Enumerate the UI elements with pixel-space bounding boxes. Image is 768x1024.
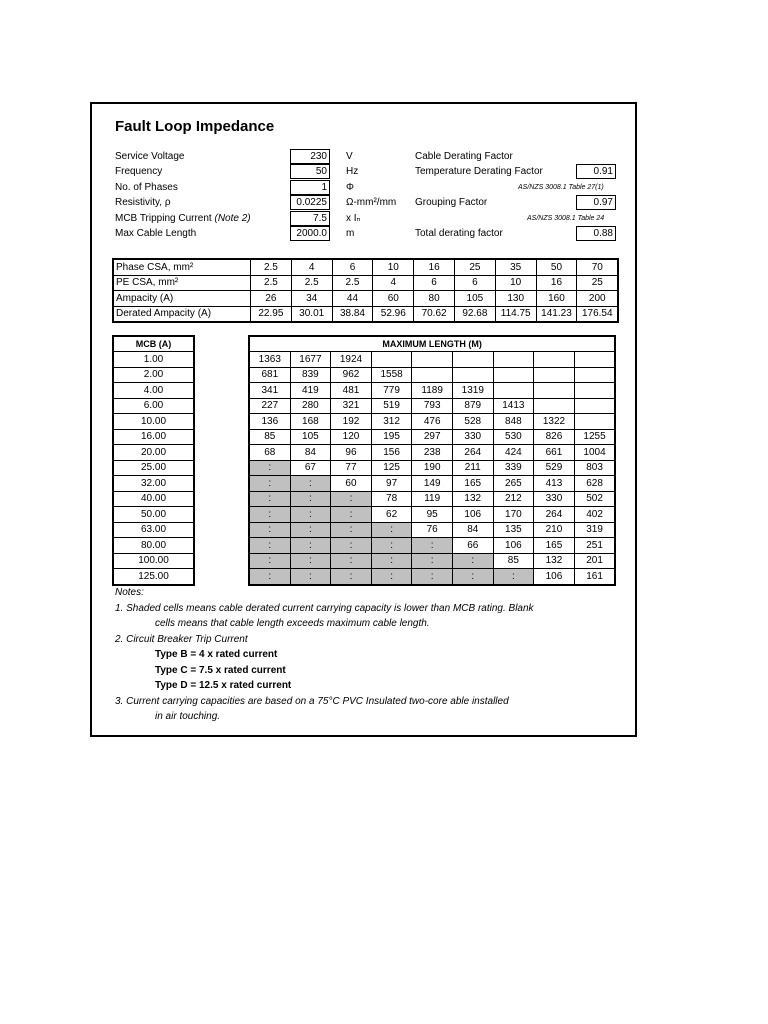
mcb-rating: 20.00 (113, 445, 194, 461)
length-cell: 339 (493, 460, 534, 476)
cable-cell: 176.54 (577, 306, 618, 322)
cable-cell: 141.23 (536, 306, 577, 322)
length-cell: 106 (493, 538, 534, 554)
cable-cell: 26 (251, 291, 292, 307)
length-row (249, 383, 615, 399)
cable-cell: 35 (495, 259, 536, 275)
length-cell (412, 352, 453, 368)
notes-heading: Notes: (115, 587, 144, 598)
type-b: Type B = 4 x rated current (155, 649, 278, 660)
param-unit: m (346, 228, 355, 239)
length-cell: 628 (574, 476, 615, 492)
length-cell: : (249, 507, 290, 523)
length-cell: 77 (331, 460, 372, 476)
param-label (115, 211, 251, 226)
note-1: 1. Shaded cells means cable derated current carrying capacity is lower than MCB rating. Blank (115, 602, 534, 614)
length-cell (493, 367, 534, 383)
length-cell: 1189 (412, 383, 453, 399)
length-cell: : (249, 476, 290, 492)
length-table (248, 335, 616, 586)
cable-cell: 10 (373, 259, 414, 275)
length-cell: 165 (534, 538, 575, 554)
length-cell: : (331, 538, 372, 554)
cable-row-label: Ampacity (A) (113, 291, 251, 307)
length-cell: 125 (371, 460, 412, 476)
length-cell: 1413 (493, 398, 534, 414)
cable-cell: 4 (373, 275, 414, 291)
length-cell: : (371, 538, 412, 554)
cable-cell: 25 (454, 259, 495, 275)
length-cell: : (290, 507, 331, 523)
length-row (249, 476, 615, 492)
length-cell: 238 (412, 445, 453, 461)
length-cell: 826 (534, 429, 575, 445)
length-cell (371, 352, 412, 368)
length-cell: 330 (452, 429, 493, 445)
length-cell: : (249, 460, 290, 476)
length-cell: 793 (412, 398, 453, 414)
length-cell: 227 (249, 398, 290, 414)
param-unit: Φ (346, 182, 354, 193)
cable-cell: 114.75 (495, 306, 536, 322)
length-cell: 96 (331, 445, 372, 461)
mcb-trip-value[interactable]: 7.5 (290, 211, 330, 226)
length-cell: 264 (452, 445, 493, 461)
cable-cell: 70.62 (414, 306, 455, 322)
length-cell: 149 (412, 476, 453, 492)
length-cell: 105 (290, 429, 331, 445)
frequency-value[interactable]: 50 (290, 164, 330, 179)
length-row (249, 429, 615, 445)
cable-cell: 16 (536, 275, 577, 291)
length-cell: 165 (452, 476, 493, 492)
cable-cell: 10 (495, 275, 536, 291)
length-cell: 1558 (371, 367, 412, 383)
length-row (249, 538, 615, 554)
param-unit: Hz (346, 166, 359, 177)
length-cell: 60 (331, 476, 372, 492)
length-cell: : (249, 569, 290, 585)
length-cell (412, 367, 453, 383)
length-cell: 95 (412, 507, 453, 523)
length-cell: : (290, 569, 331, 585)
note-3-cont: in air touching. (155, 711, 221, 722)
length-row (249, 522, 615, 538)
length-cell (534, 383, 575, 399)
param-unit: Ω-mm²/mm (346, 197, 397, 208)
length-cell: 321 (331, 398, 372, 414)
note-3: 3. Current carrying capacities are based on a 75°C PVC Insulated two-core able installed (115, 695, 509, 707)
length-cell: 529 (534, 460, 575, 476)
length-cell: 312 (371, 414, 412, 430)
cable-cell: 160 (536, 291, 577, 307)
length-cell: 192 (331, 414, 372, 430)
cable-cell: 6 (414, 275, 455, 291)
resistivity-value[interactable]: 0.0225 (290, 195, 330, 210)
length-cell: 212 (493, 491, 534, 507)
length-header: MAXIMUM LENGTH (M) (249, 336, 615, 352)
length-cell: 319 (574, 522, 615, 538)
length-cell: 120 (331, 429, 372, 445)
length-cell: 280 (290, 398, 331, 414)
length-cell (493, 383, 534, 399)
length-row (249, 553, 615, 569)
length-cell: 106 (452, 507, 493, 523)
length-cell: 297 (412, 429, 453, 445)
length-cell: 413 (534, 476, 575, 492)
length-cell: 528 (452, 414, 493, 430)
length-cell: 264 (534, 507, 575, 523)
temperature-reference: AS/NZS 3008.1 Table 27(1) (518, 184, 604, 191)
length-cell: : (371, 553, 412, 569)
length-row (249, 491, 615, 507)
length-cell: 106 (534, 569, 575, 585)
length-cell: 341 (249, 383, 290, 399)
cable-table (112, 258, 619, 323)
length-cell: 251 (574, 538, 615, 554)
total-derating-label: Total derating factor (415, 228, 503, 239)
length-cell: : (452, 553, 493, 569)
type-d: Type D = 12.5 x rated current (155, 680, 292, 691)
cable-cell: 130 (495, 291, 536, 307)
max-cable-value[interactable]: 2000.0 (290, 226, 330, 241)
length-cell: : (412, 553, 453, 569)
length-cell: 1677 (290, 352, 331, 368)
grouping-factor-value[interactable]: 0.97 (576, 195, 616, 210)
length-cell: 1004 (574, 445, 615, 461)
length-cell: : (412, 569, 453, 585)
grouping-reference: AS/NZS 3008.1 Table 24 (527, 215, 605, 222)
cable-cell: 6 (454, 275, 495, 291)
note-2: 2. Circuit Breaker Trip Current (115, 633, 248, 645)
length-cell: 211 (452, 460, 493, 476)
cable-cell: 25 (577, 275, 618, 291)
length-cell: : (290, 538, 331, 554)
length-cell: : (331, 491, 372, 507)
cable-cell: 2.5 (332, 275, 373, 291)
length-cell: 779 (371, 383, 412, 399)
mcb-table (112, 335, 195, 586)
length-cell: 119 (412, 491, 453, 507)
length-cell: 1255 (574, 429, 615, 445)
cable-cell: 38.84 (332, 306, 373, 322)
cable-row (113, 275, 618, 291)
length-cell: 170 (493, 507, 534, 523)
cable-cell: 70 (577, 259, 618, 275)
cable-cell: 50 (536, 259, 577, 275)
length-cell: 424 (493, 445, 534, 461)
length-cell: 502 (574, 491, 615, 507)
length-cell (574, 414, 615, 430)
total-derating-value[interactable]: 0.88 (576, 226, 616, 241)
length-cell: : (371, 569, 412, 585)
param-unit: V (346, 151, 353, 162)
mcb-rating: 4.00 (113, 383, 194, 399)
length-row (249, 445, 615, 461)
mcb-rating: 2.00 (113, 367, 194, 383)
length-cell: 136 (249, 414, 290, 430)
grouping-factor-label: Grouping Factor (415, 197, 488, 208)
length-cell: 265 (493, 476, 534, 492)
length-cell: : (412, 538, 453, 554)
length-cell: 201 (574, 553, 615, 569)
mcb-rating: 10.00 (113, 414, 194, 430)
cable-derating-label: Cable Derating Factor (415, 151, 513, 162)
length-cell: : (331, 507, 372, 523)
length-row (249, 398, 615, 414)
length-cell: 519 (371, 398, 412, 414)
length-cell: 78 (371, 491, 412, 507)
temperature-derating-value[interactable]: 0.91 (576, 164, 616, 179)
cable-cell: 80 (414, 291, 455, 307)
length-cell: 68 (249, 445, 290, 461)
length-cell: 85 (493, 553, 534, 569)
param-unit: x Iₙ (346, 213, 361, 224)
length-cell: 530 (493, 429, 534, 445)
cable-cell: 22.95 (251, 306, 292, 322)
length-cell: 62 (371, 507, 412, 523)
cable-cell: 60 (373, 291, 414, 307)
cable-row (113, 306, 618, 322)
length-cell: 1924 (331, 352, 372, 368)
length-cell: 190 (412, 460, 453, 476)
length-cell (574, 383, 615, 399)
mcb-trip-label: MCB Tripping Current (115, 213, 212, 224)
cable-cell: 16 (414, 259, 455, 275)
length-cell: : (290, 553, 331, 569)
mcb-rating: 40.00 (113, 491, 194, 507)
mcb-rating: 100.00 (113, 553, 194, 569)
length-cell: : (331, 522, 372, 538)
length-cell: 848 (493, 414, 534, 430)
length-cell: : (331, 553, 372, 569)
length-cell: : (249, 538, 290, 554)
note-1-cont: cells means that cable length exceeds maximum cable length. (155, 618, 430, 629)
length-cell: 168 (290, 414, 331, 430)
temperature-derating-label: Temperature Derating Factor (415, 166, 543, 177)
mcb-header: MCB (A) (113, 336, 194, 352)
length-cell: 132 (452, 491, 493, 507)
length-cell: 161 (574, 569, 615, 585)
length-cell: 67 (290, 460, 331, 476)
cable-cell: 34 (291, 291, 332, 307)
cable-row (113, 291, 618, 307)
service-voltage-value[interactable]: 230 (290, 149, 330, 164)
length-row (249, 414, 615, 430)
length-cell (493, 352, 534, 368)
length-cell: 661 (534, 445, 575, 461)
length-row (249, 367, 615, 383)
cable-cell: 2.5 (251, 275, 292, 291)
length-cell: : (371, 522, 412, 538)
length-cell: 210 (534, 522, 575, 538)
length-cell (452, 352, 493, 368)
mcb-rating: 25.00 (113, 460, 194, 476)
mcb-rating: 32.00 (113, 476, 194, 492)
note-ref: (Note 2) (214, 213, 251, 224)
length-cell: 1319 (452, 383, 493, 399)
length-cell: : (249, 522, 290, 538)
length-cell: : (452, 569, 493, 585)
param-label: Resistivity, ρ (115, 197, 171, 208)
length-cell: 84 (452, 522, 493, 538)
param-label: Max Cable Length (115, 228, 197, 239)
length-cell: 481 (331, 383, 372, 399)
length-cell: : (290, 522, 331, 538)
length-cell: 1363 (249, 352, 290, 368)
length-cell: : (249, 491, 290, 507)
mcb-rating: 16.00 (113, 429, 194, 445)
mcb-rating: 1.00 (113, 352, 194, 368)
length-cell: 839 (290, 367, 331, 383)
length-cell: 1322 (534, 414, 575, 430)
length-cell: 132 (534, 553, 575, 569)
length-cell: 66 (452, 538, 493, 554)
mcb-rating: 6.00 (113, 398, 194, 414)
length-row (249, 569, 615, 585)
length-cell: 85 (249, 429, 290, 445)
type-c: Type C = 7.5 x rated current (155, 664, 286, 676)
length-cell: : (493, 569, 534, 585)
cable-row (113, 259, 618, 275)
cable-row-label: PE CSA, mm² (113, 275, 251, 291)
page-title: Fault Loop Impedance (115, 118, 275, 135)
length-cell: 402 (574, 507, 615, 523)
mcb-rating: 125.00 (113, 569, 194, 585)
length-cell: 330 (534, 491, 575, 507)
cable-cell: 92.68 (454, 306, 495, 322)
param-label: Frequency (115, 166, 163, 177)
length-cell (534, 398, 575, 414)
phases-value[interactable]: 1 (290, 180, 330, 195)
length-cell (574, 352, 615, 368)
cable-cell: 4 (291, 259, 332, 275)
length-cell: 76 (412, 522, 453, 538)
cable-cell: 200 (577, 291, 618, 307)
length-cell: 476 (412, 414, 453, 430)
notes (115, 585, 534, 725)
length-row (249, 507, 615, 523)
length-cell (452, 367, 493, 383)
length-cell: 879 (452, 398, 493, 414)
cable-cell: 52.96 (373, 306, 414, 322)
mcb-rating: 63.00 (113, 522, 194, 538)
cable-cell: 2.5 (291, 275, 332, 291)
length-cell: 681 (249, 367, 290, 383)
param-label: Service Voltage (115, 151, 185, 162)
length-cell: 97 (371, 476, 412, 492)
length-cell: 419 (290, 383, 331, 399)
length-cell: : (249, 553, 290, 569)
cable-row-label: Derated Ampacity (A) (113, 306, 251, 322)
length-cell: 962 (331, 367, 372, 383)
mcb-rating: 80.00 (113, 538, 194, 554)
length-cell: : (290, 491, 331, 507)
length-row (249, 352, 615, 368)
length-cell: 156 (371, 445, 412, 461)
length-cell: : (331, 569, 372, 585)
cable-cell: 2.5 (251, 259, 292, 275)
length-cell: 135 (493, 522, 534, 538)
cable-cell: 30.01 (291, 306, 332, 322)
length-cell (534, 352, 575, 368)
param-label: No. of Phases (115, 182, 178, 193)
length-cell: 84 (290, 445, 331, 461)
mcb-rating: 50.00 (113, 507, 194, 523)
length-cell (574, 367, 615, 383)
length-cell: 803 (574, 460, 615, 476)
cable-cell: 44 (332, 291, 373, 307)
length-cell (534, 367, 575, 383)
length-cell: : (290, 476, 331, 492)
cable-cell: 6 (332, 259, 373, 275)
cable-row-label: Phase CSA, mm² (113, 259, 251, 275)
cable-cell: 105 (454, 291, 495, 307)
length-cell: 195 (371, 429, 412, 445)
length-cell (574, 398, 615, 414)
length-row (249, 460, 615, 476)
